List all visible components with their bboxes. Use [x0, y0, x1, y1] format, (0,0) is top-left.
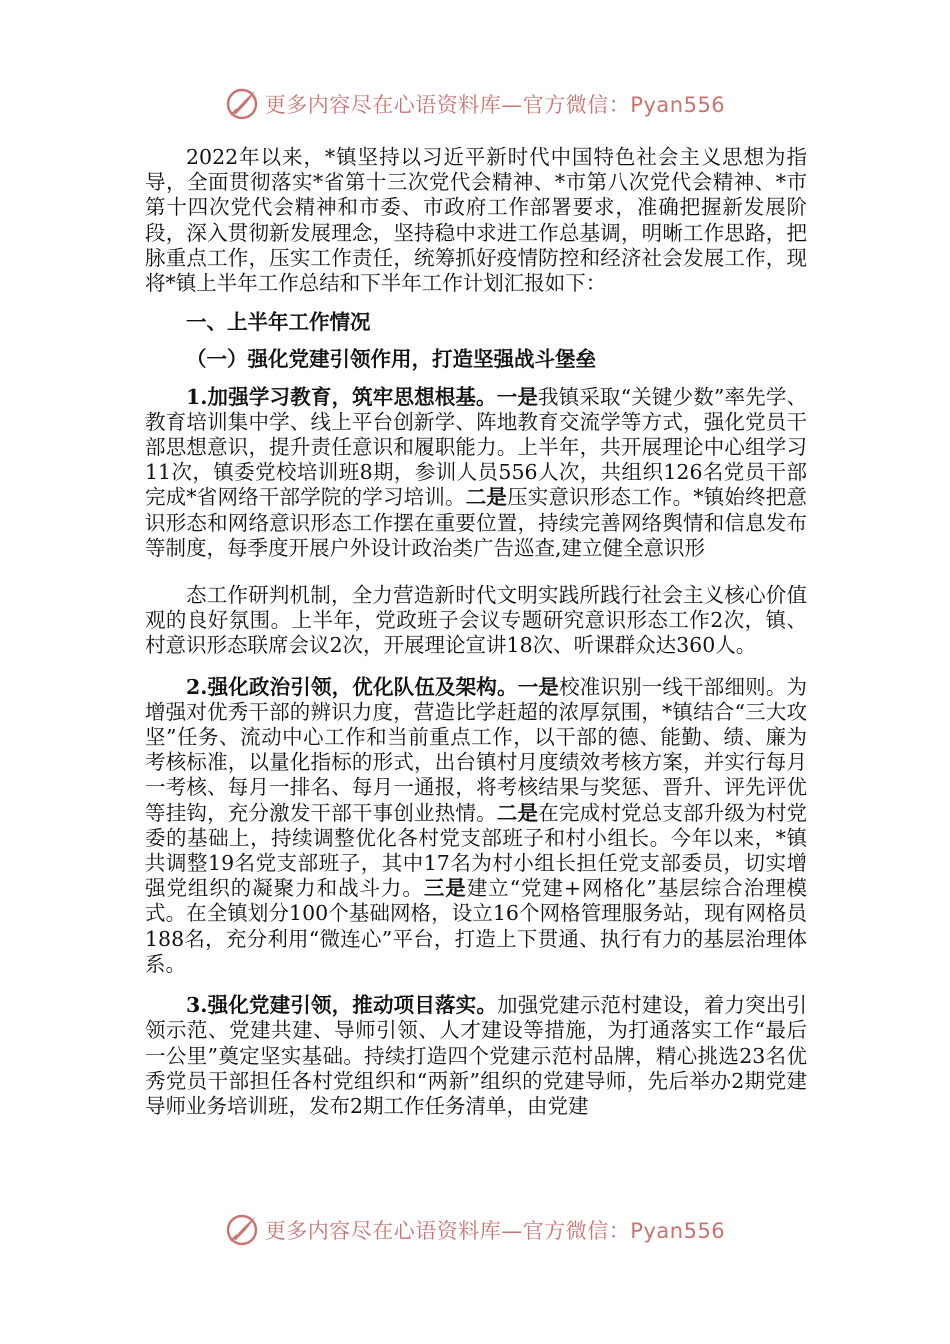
item-text: 在完成村党总支部升级为村党委的基础上，持续调整优化各村党支部班子和村小组长。今年以来，*镇共调整19名党支部班子，其中17名为村小组长担任党支部委员，切实增强党组织的凝聚力和战斗力。: [145, 800, 808, 901]
watermark-text: 更多内容尽在心语资料库—官方微信：Pyan556: [264, 1219, 726, 1243]
section-heading: 一、上半年工作情况: [186, 310, 371, 335]
quill-logo-icon: [225, 87, 259, 121]
item-lead: 1.加强学习教育，筑牢思想根基。: [186, 384, 497, 409]
item-text: 压实意识形态工作。*镇始终把意识形态和网络意识形态工作摆在重要位置，持续完善网络舆情和信息发布等制度，每季度开展户外设计政治类广告巡查,建立健全意识形: [145, 485, 807, 560]
item-text: 我镇采取“关键少数”率先学、教育培训集中学、线上平台创新学、阵地教育交流学等方式，强化党员干部思想意识，提升责任意识和履职能力。上半年，共开展理论中心组学习11次，镇委党校培训班8期，参训人员556人次，共组织126名党员干部完成*省网络干部学院的学习培训。: [145, 384, 807, 510]
subsection-heading: （一）强化党建引领作用，打造坚强战斗堡垒: [186, 347, 596, 372]
item-text: 加强党建示范村建设，着力突出引领示范、党建共建、导师引领、人才建设等措施，为打通落实工作“最后一公里”奠定坚实基础。持续打造四个党建示范村品牌，精心挑选23名优秀党员干部担任各村党组织和“两新”组织的党建导师，先后举办2期党建导师业务培训班，发布2期工作任务清单，由党建: [145, 993, 808, 1118]
keyword-second: 二是: [465, 485, 508, 510]
keyword-third: 三是: [423, 876, 467, 901]
watermark-header: [0, 84, 950, 124]
paragraph-study-education: [145, 385, 807, 561]
document-body: [145, 145, 807, 1119]
paragraph-ideology-continued: 态工作研判机制，全力营造新时代文明实践所践行社会主义核心价值观的良好氛围。上半年，党政班子会议专题研究意识形态工作2次，镇、村意识形态联席会议2次，开展理论宣讲18次、听课群众达360人。: [145, 583, 807, 658]
item-text: 建立“党建+网格化”基层综合治理模式。在全镇划分100个基础网格，设立16个网格管理服务站，现有网格员188名，充分利用“微连心”平台，打造上下贯通、执行有力的基层治理体系。: [145, 876, 808, 976]
paragraph-political-guidance: [145, 675, 807, 977]
item-lead: 3.强化党建引领，推动项目落实。: [186, 993, 498, 1018]
quill-logo-icon: [225, 1213, 259, 1247]
paragraph-project-implementation: [145, 993, 807, 1119]
keyword-second: 二是: [496, 800, 539, 825]
intro-paragraph: 2022年以来，*镇坚持以习近平新时代中国特色社会主义思想为指导，全面贯彻落实*省第十三次党代会精神、*市第八次党代会精神、*市第十四次党代会精神和市委、市政府工作部署要求，准确把握新发展阶段，深入贯彻新发展理念，坚持稳中求进工作总基调，明晰工作思路，把脉重点工作，压实工作责任，统筹抓好疫情防控和经济社会发展工作，现将*镇上半年工作总结和下半年工作计划汇报如下：: [145, 145, 807, 296]
item-lead: 2.强化政治引领，优化队伍及架构。: [186, 674, 518, 699]
item-text: 校准识别一线干部细则。为增强对优秀干部的辨识力度，营造比学赶超的浓厚氛围，*镇结合“三大攻坚”任务、流动中心工作和当前重点工作，以干部的德、能勤、绩、廉为考核标准，以量化指标的形式，出台镇村月度绩效考核方案，并实行每月一考核、每月一排名、每月一通报，将考核结果与奖惩、晋升、评先评优等挂钩，充分激发干部干事创业热情。: [145, 674, 808, 825]
watermark-text: 更多内容尽在心语资料库—官方微信：Pyan556: [264, 93, 726, 117]
keyword-first: 一是: [496, 384, 539, 409]
keyword-first: 一是: [517, 674, 560, 699]
watermark-footer: [0, 1210, 950, 1250]
